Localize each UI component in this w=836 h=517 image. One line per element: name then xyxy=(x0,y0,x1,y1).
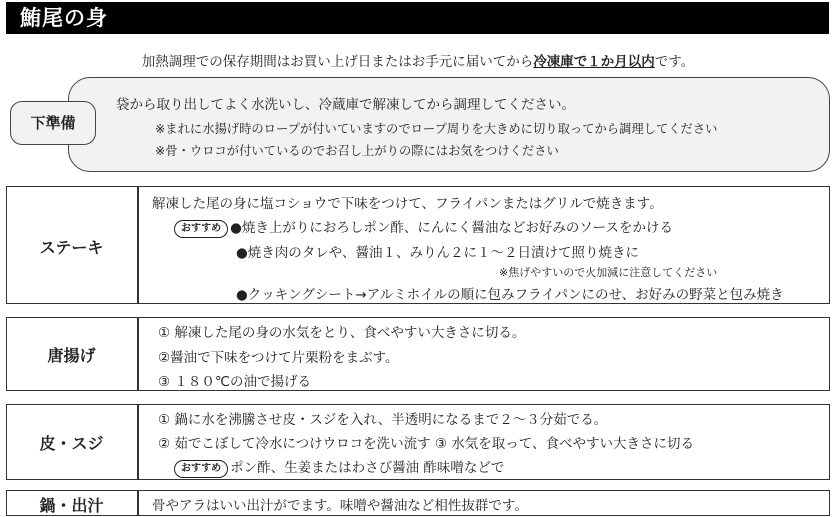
karaage-divider xyxy=(137,317,139,391)
intro-emphasis: 冷凍庫で１か月以内 xyxy=(533,54,655,70)
skin-line-3-text: ポン酢、生姜またはわさび醤油 酢味噌などで xyxy=(230,460,505,476)
karaage-label: 唐揚げ xyxy=(47,346,96,365)
prep-main-text: 袋から取り出してよく水洗いし、冷蔵庫で解凍してから調理してください。 xyxy=(116,97,575,113)
skin-step-2: ② 茹でこぼして冷水につけウロコを洗い流す ③ 水気を取って、食べやすい大きさに切る xyxy=(158,436,695,452)
intro-suffix: です。 xyxy=(654,54,695,70)
skin-step-1: ① 鍋に水を沸騰させ皮・スジを入れ、半透明になるまで２～３分茹でる。 xyxy=(158,412,608,428)
steak-line-4: ●クッキングシート→アルミホイルの順に包みフライパンにのせ、お好みの野菜と包み焼き xyxy=(236,287,784,303)
steak-line-1: 解凍した尾の身に塩コショウで下味をつけて、フライパンまたはグリルで焼きます。 xyxy=(152,196,663,212)
skin-line-3 xyxy=(174,456,504,478)
intro-text: 加熱調理での保存期間はお買い上げ日またはお手元に届いてから xyxy=(141,54,534,70)
nabe-divider xyxy=(137,490,139,516)
steak-label: ステーキ xyxy=(39,238,104,257)
nabe-label: 鍋・出汁 xyxy=(39,496,104,515)
karaage-step-1: ① 解凍した尾の身の水気をとり、食べやすい大きさに切る。 xyxy=(158,325,526,341)
prep-label: 下準備 xyxy=(10,101,96,145)
storage-intro xyxy=(0,50,836,70)
karaage-step-2: ②醤油で下味をつけて片栗粉をまぶす。 xyxy=(158,350,399,366)
prep-note-scales: ※骨・ウロコが付いているのでお召し上がりの際にはお気をつけください xyxy=(155,144,559,158)
recommend-badge: おすすめ xyxy=(174,460,228,478)
karaage-step-3: ③ １８０℃の油で揚げる xyxy=(158,374,312,390)
steak-note: ※焦げやすいので火加減に注意してください xyxy=(499,266,718,279)
steak-line-3: ●焼き肉のタレや、醤油１、みりん２に１～２日漬けて照り焼きに xyxy=(236,245,640,261)
steak-line-2 xyxy=(174,216,673,238)
page-title: 鮪尾の身 xyxy=(6,2,829,34)
skin-label: 皮・スジ xyxy=(39,434,104,453)
recommend-badge: おすすめ xyxy=(174,220,228,238)
nabe-line-1: 骨やアラはいい出汁がでます。味噌や醤油など相性抜群です。 xyxy=(152,498,528,514)
steak-line-2-text: ●焼き上がりにおろしポン酢、にんにく醤油などお好みのソースをかける xyxy=(230,220,673,236)
prep-note-rope: ※まれに水揚げ時のロープが付いていますのでロープ周りを大きめに切り取ってから調理してください xyxy=(155,122,718,136)
skin-divider xyxy=(137,404,139,480)
steak-divider xyxy=(137,186,139,304)
